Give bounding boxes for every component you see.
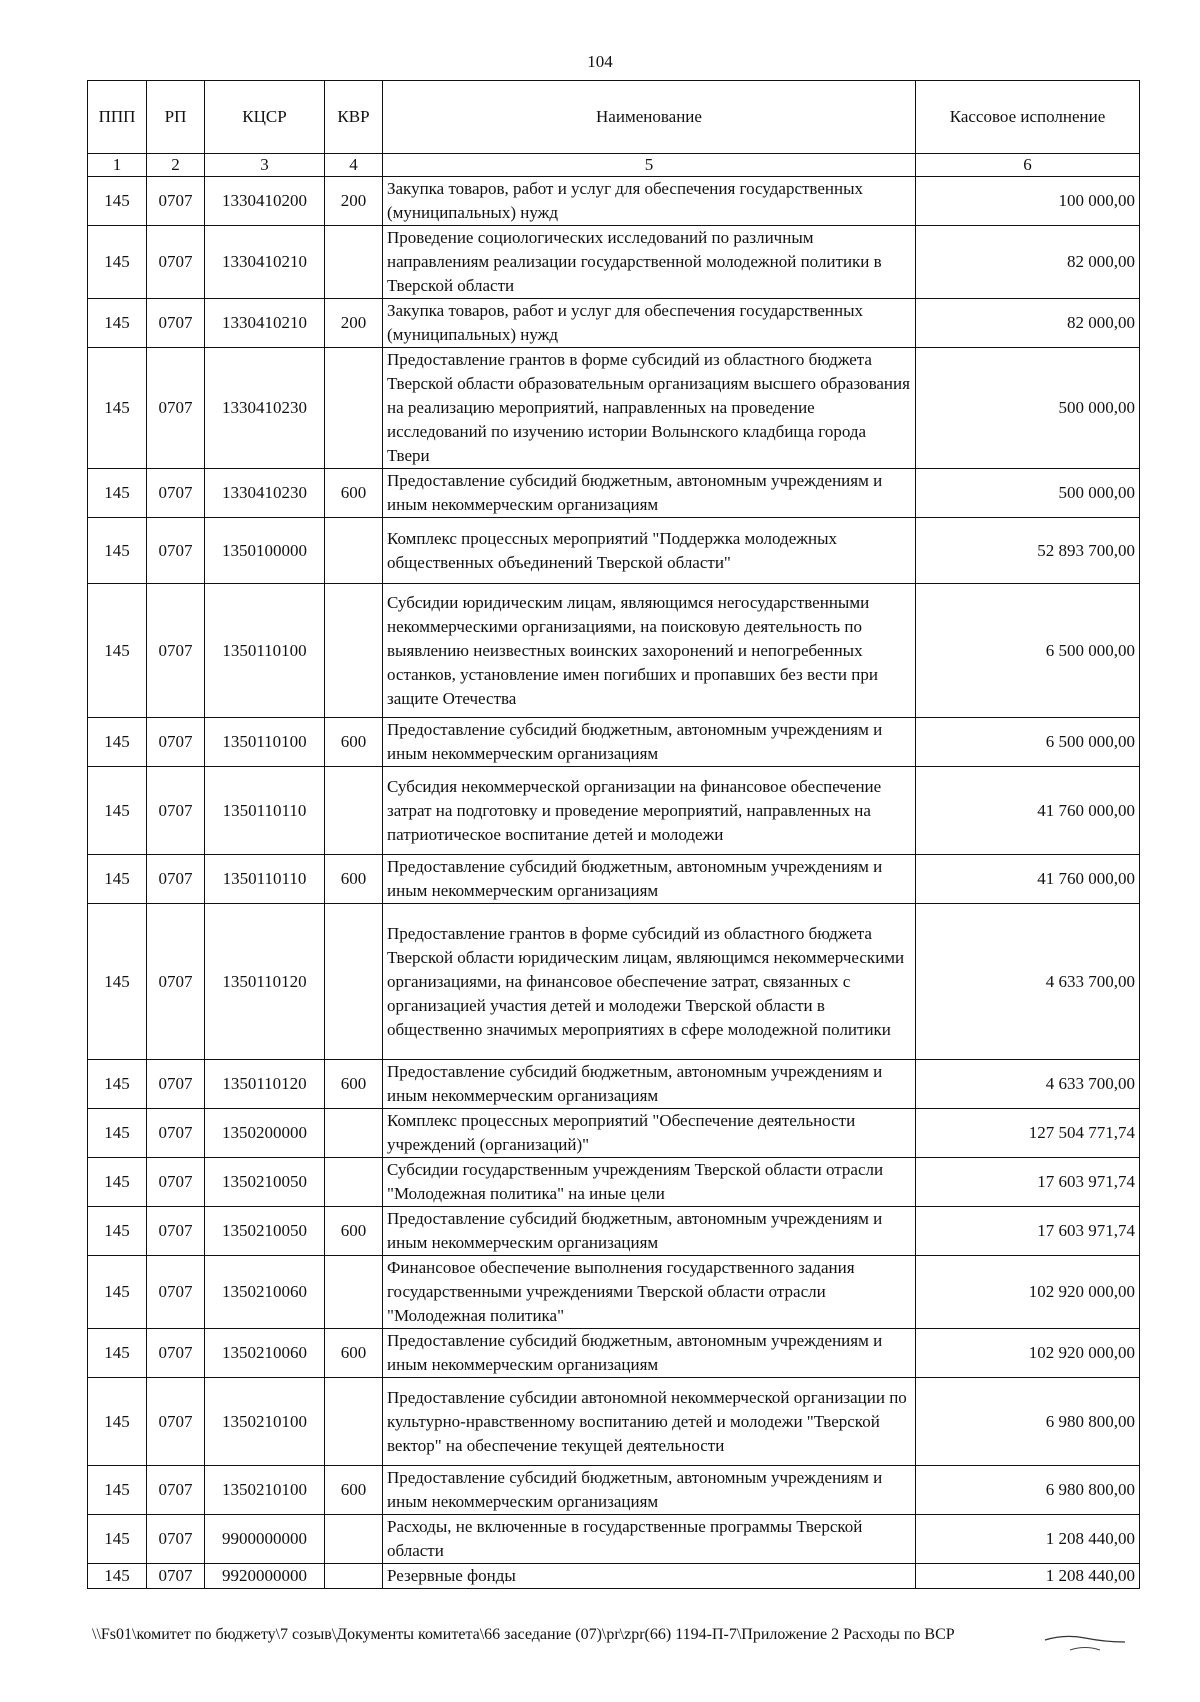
table-row	[88, 1378, 1140, 1466]
table-row	[88, 1060, 1140, 1109]
cell-rp: 0707	[147, 1515, 205, 1564]
cell-rp: 0707	[147, 348, 205, 469]
cell-ppp: 145	[88, 1564, 147, 1589]
cell-name: Закупка товаров, работ и услуг для обеспечения государственных (муниципальных) нужд	[383, 299, 916, 348]
cell-kcsr: 1350210060	[205, 1256, 325, 1329]
cell-ppp: 145	[88, 1158, 147, 1207]
cell-rp: 0707	[147, 1207, 205, 1256]
cell-name: Предоставление субсидий бюджетным, автономным учреждениям и иным некоммерческим организациям	[383, 1207, 916, 1256]
cell-kcsr: 1350200000	[205, 1109, 325, 1158]
cell-ppp: 145	[88, 177, 147, 226]
cell-kvr	[325, 1564, 383, 1589]
cell-sum: 500 000,00	[916, 348, 1140, 469]
cell-ppp: 145	[88, 718, 147, 767]
cell-name: Предоставление грантов в форме субсидий из областного бюджета Тверской области образовательным организациям высшего образования на реализацию мероприятий, направленных на проведение исследований по изучению истории Волынского кладбища города Твери	[383, 348, 916, 469]
column-number: 4	[325, 154, 383, 177]
cell-ppp: 145	[88, 299, 147, 348]
cell-ppp: 145	[88, 1329, 147, 1378]
table-row	[88, 1109, 1140, 1158]
table-row	[88, 1466, 1140, 1515]
table-row	[88, 1564, 1140, 1589]
cell-kvr: 600	[325, 718, 383, 767]
cell-sum: 500 000,00	[916, 469, 1140, 518]
cell-ppp: 145	[88, 1060, 147, 1109]
column-number: 3	[205, 154, 325, 177]
cell-kvr	[325, 226, 383, 299]
cell-kcsr: 1330410230	[205, 348, 325, 469]
cell-sum: 6 500 000,00	[916, 584, 1140, 718]
cell-kvr	[325, 1378, 383, 1466]
table-row	[88, 584, 1140, 718]
cell-ppp: 145	[88, 1256, 147, 1329]
cell-name: Комплекс процессных мероприятий "Поддержка молодежных общественных объединений Тверской области"	[383, 518, 916, 584]
cell-rp: 0707	[147, 1109, 205, 1158]
table-row	[88, 1207, 1140, 1256]
table-row	[88, 767, 1140, 855]
column-number: 6	[916, 154, 1140, 177]
cell-ppp: 145	[88, 348, 147, 469]
cell-name: Проведение социологических исследований по различным направлениям реализации государственной молодежной политики в Тверской области	[383, 226, 916, 299]
cell-name: Субсидии юридическим лицам, являющимся негосударственными некоммерческими организациями, на поисковую деятельность по выявлению неизвестных воинских захоронений и непогребенных останков, установление имен погибших и пропавших без вести при защите Отечества	[383, 584, 916, 718]
cell-rp: 0707	[147, 299, 205, 348]
cell-kcsr: 1350110120	[205, 904, 325, 1060]
cell-kvr	[325, 904, 383, 1060]
cell-rp: 0707	[147, 584, 205, 718]
cell-ppp: 145	[88, 904, 147, 1060]
cell-kvr	[325, 1158, 383, 1207]
cell-kvr	[325, 518, 383, 584]
table-row	[88, 518, 1140, 584]
cell-sum: 1 208 440,00	[916, 1515, 1140, 1564]
cell-kvr	[325, 348, 383, 469]
cell-ppp: 145	[88, 767, 147, 855]
cell-rp: 0707	[147, 1329, 205, 1378]
cell-rp: 0707	[147, 904, 205, 1060]
cell-kcsr: 1350210050	[205, 1158, 325, 1207]
cell-rp: 0707	[147, 767, 205, 855]
cell-rp: 0707	[147, 1060, 205, 1109]
cell-name: Предоставление субсидий бюджетным, автономным учреждениям и иным некоммерческим организациям	[383, 1060, 916, 1109]
cell-rp: 0707	[147, 855, 205, 904]
column-number: 2	[147, 154, 205, 177]
cell-name: Расходы, не включенные в государственные программы Тверской области	[383, 1515, 916, 1564]
cell-kvr: 200	[325, 299, 383, 348]
cell-kvr	[325, 767, 383, 855]
cell-name: Предоставление субсидий бюджетным, автономным учреждениям и иным некоммерческим организациям	[383, 1466, 916, 1515]
table-row	[88, 1515, 1140, 1564]
column-number: 1	[88, 154, 147, 177]
cell-kvr: 600	[325, 1060, 383, 1109]
cell-sum: 41 760 000,00	[916, 855, 1140, 904]
cell-ppp: 145	[88, 1109, 147, 1158]
cell-rp: 0707	[147, 718, 205, 767]
cell-sum: 41 760 000,00	[916, 767, 1140, 855]
cell-kcsr: 1350210100	[205, 1378, 325, 1466]
cell-kcsr: 1350100000	[205, 518, 325, 584]
cell-kvr: 200	[325, 177, 383, 226]
cell-kcsr: 1350110100	[205, 584, 325, 718]
cell-rp: 0707	[147, 177, 205, 226]
cell-name: Финансовое обеспечение выполнения государственного задания государственными учреждениями Тверской области отрасли "Молодежная политика"	[383, 1256, 916, 1329]
header-rp: РП	[147, 81, 205, 154]
table-row	[88, 177, 1140, 226]
table-row	[88, 904, 1140, 1060]
cell-rp: 0707	[147, 1158, 205, 1207]
cell-rp: 0707	[147, 469, 205, 518]
cell-kvr	[325, 584, 383, 718]
header-ppp: ППП	[88, 81, 147, 154]
cell-sum: 127 504 771,74	[916, 1109, 1140, 1158]
cell-kcsr: 1350110110	[205, 855, 325, 904]
cell-kvr: 600	[325, 469, 383, 518]
cell-name: Субсидии государственным учреждениям Тверской области отрасли "Молодежная политика" на иные цели	[383, 1158, 916, 1207]
cell-ppp: 145	[88, 584, 147, 718]
cell-kcsr: 1330410200	[205, 177, 325, 226]
cell-ppp: 145	[88, 1378, 147, 1466]
cell-rp: 0707	[147, 518, 205, 584]
column-number-row	[88, 154, 1140, 177]
cell-kcsr: 9900000000	[205, 1515, 325, 1564]
cell-kvr: 600	[325, 855, 383, 904]
cell-ppp: 145	[88, 226, 147, 299]
cell-kcsr: 1350110120	[205, 1060, 325, 1109]
budget-table	[87, 80, 1140, 1589]
cell-name: Предоставление грантов в форме субсидий из областного бюджета Тверской области юридическим лицам, являющимся некоммерческими организациями, на финансовое обеспечение затрат, связанных с организацией участия детей и молодежи Тверской области в общественно значимых мероприятиях в сфере молодежной политики	[383, 904, 916, 1060]
cell-name: Закупка товаров, работ и услуг для обеспечения государственных (муниципальных) нужд	[383, 177, 916, 226]
cell-kcsr: 1330410210	[205, 299, 325, 348]
cell-ppp: 145	[88, 855, 147, 904]
cell-sum: 1 208 440,00	[916, 1564, 1140, 1589]
column-number: 5	[383, 154, 916, 177]
cell-kcsr: 1330410210	[205, 226, 325, 299]
cell-sum: 52 893 700,00	[916, 518, 1140, 584]
header-kcsr: КЦСР	[205, 81, 325, 154]
cell-name: Предоставление субсидий бюджетным, автономным учреждениям и иным некоммерческим организациям	[383, 469, 916, 518]
cell-rp: 0707	[147, 1466, 205, 1515]
cell-name: Комплекс процессных мероприятий "Обеспечение деятельности учреждений (организаций)"	[383, 1109, 916, 1158]
cell-sum: 100 000,00	[916, 177, 1140, 226]
cell-sum: 82 000,00	[916, 226, 1140, 299]
cell-ppp: 145	[88, 469, 147, 518]
table-row	[88, 1329, 1140, 1378]
page-number: 104	[587, 52, 613, 71]
cell-sum: 102 920 000,00	[916, 1329, 1140, 1378]
header-kvr: КВР	[325, 81, 383, 154]
table-row	[88, 718, 1140, 767]
cell-sum: 4 633 700,00	[916, 904, 1140, 1060]
cell-kcsr: 1350210100	[205, 1466, 325, 1515]
table-row	[88, 1256, 1140, 1329]
cell-sum: 4 633 700,00	[916, 1060, 1140, 1109]
cell-kcsr: 1330410230	[205, 469, 325, 518]
table-row	[88, 226, 1140, 299]
cell-ppp: 145	[88, 1515, 147, 1564]
cell-sum: 17 603 971,74	[916, 1158, 1140, 1207]
footer-file-path: \\Fs01\комитет по бюджету\7 созыв\Документы комитета\66 заседание (07)\pr\zpr(66) 1194-П-7\Приложение 2 Расходы по ВСР	[92, 1626, 955, 1643]
cell-kcsr: 1350110100	[205, 718, 325, 767]
table-row	[88, 348, 1140, 469]
cell-rp: 0707	[147, 1564, 205, 1589]
cell-name: Резервные фонды	[383, 1564, 916, 1589]
cell-sum: 6 500 000,00	[916, 718, 1140, 767]
cell-rp: 0707	[147, 1256, 205, 1329]
header-name: Наименование	[383, 81, 916, 154]
cell-kvr: 600	[325, 1329, 383, 1378]
cell-ppp: 145	[88, 1207, 147, 1256]
pen-mark	[1040, 1618, 1150, 1658]
table-row	[88, 469, 1140, 518]
cell-kvr	[325, 1256, 383, 1329]
table-body	[88, 177, 1140, 1589]
cell-rp: 0707	[147, 226, 205, 299]
cell-name: Субсидия некоммерческой организации на финансовое обеспечение затрат на подготовку и проведение мероприятий, направленных на патриотическое воспитание детей и молодежи	[383, 767, 916, 855]
cell-kcsr: 9920000000	[205, 1564, 325, 1589]
cell-name: Предоставление субсидий бюджетным, автономным учреждениям и иным некоммерческим организациям	[383, 1329, 916, 1378]
cell-sum: 6 980 800,00	[916, 1378, 1140, 1466]
cell-sum: 17 603 971,74	[916, 1207, 1140, 1256]
table-row	[88, 855, 1140, 904]
header-sum: Кассовое исполнение	[916, 81, 1140, 154]
cell-ppp: 145	[88, 1466, 147, 1515]
cell-kvr: 600	[325, 1466, 383, 1515]
cell-name: Предоставление субсидии автономной некоммерческой организации по культурно-нравственному воспитанию детей и молодежи "Тверской вектор" на обеспечение текущей деятельности	[383, 1378, 916, 1466]
cell-rp: 0707	[147, 1378, 205, 1466]
cell-kvr: 600	[325, 1207, 383, 1256]
cell-ppp: 145	[88, 518, 147, 584]
cell-kvr	[325, 1515, 383, 1564]
cell-sum: 82 000,00	[916, 299, 1140, 348]
cell-kcsr: 1350210050	[205, 1207, 325, 1256]
cell-kcsr: 1350210060	[205, 1329, 325, 1378]
cell-kcsr: 1350110110	[205, 767, 325, 855]
cell-kvr	[325, 1109, 383, 1158]
cell-name: Предоставление субсидий бюджетным, автономным учреждениям и иным некоммерческим организациям	[383, 855, 916, 904]
table-row	[88, 1158, 1140, 1207]
cell-sum: 6 980 800,00	[916, 1466, 1140, 1515]
table-row	[88, 299, 1140, 348]
cell-name: Предоставление субсидий бюджетным, автономным учреждениям и иным некоммерческим организациям	[383, 718, 916, 767]
header-row	[88, 81, 1140, 154]
cell-sum: 102 920 000,00	[916, 1256, 1140, 1329]
